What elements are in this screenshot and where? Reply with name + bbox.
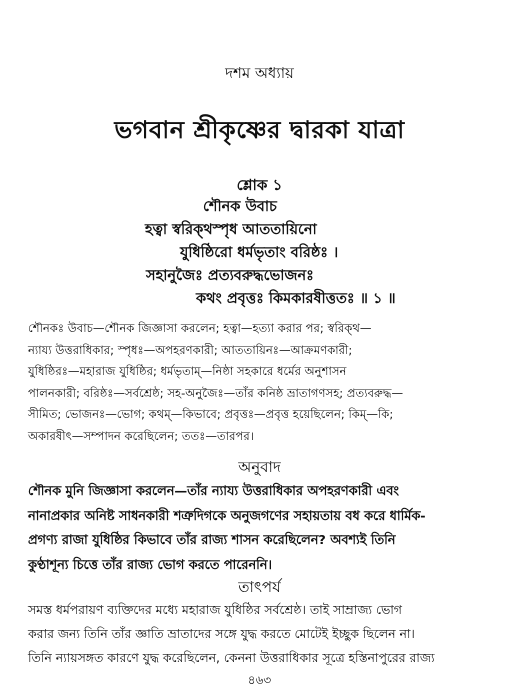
synonyms-line: পালনকারী; বরিষ্ঠঃ—সর্বশ্রেষ্ঠ; সহ-অনুজৈঃ—তাঁর কনিষ্ঠ ভ্রাতাগণসহ; প্রত্যবরুদ্ধ— [28,385,404,400]
synonyms-line: শৌনকঃ উবাচ—শৌনক জিজ্ঞাসা করলেন; হত্বা—হত্যা করার পর; স্বরিক্‌থ— [28,321,372,335]
translation-line: প্রগণ্য রাজা যুধিষ্ঠির কিভাবে তাঁর রাজ্য শাসন করেছিলেন? অবশ্যই তিনি [28,533,396,548]
synonyms-line: ন্যায্য উত্তরাধিকার; স্পৃধঃ—অপহরণকারী; আততায়িনঃ—আক্রমণকারী; [28,342,353,357]
synonyms-block [28,318,496,447]
chapter-heading: দশম অধ্যায় [225,64,294,82]
synonyms-line: যুধিষ্ঠিরঃ—মহারাজ যুধিষ্ঠির; ধর্মভৃতাম্—নিষ্ঠা সহকারে ধর্মের অনুশাসন [28,364,347,378]
purport-block [28,598,496,670]
verse-line-3: যুধিষ্ঠিরো ধর্মভৃতাং বরিষ্ঠঃ । [180,245,339,261]
verse-line-4: সহানুজৈঃ প্রত্যবরুদ্ধভোজনঃ [146,268,314,284]
translation-line: শৌনক মুনি জিজ্ঞাসা করলেন—তাঁর ন্যায্য উত্তরাধিকার অপহরণকারী এবং [28,484,399,499]
verse-line-1: শৌনক উবাচ [203,199,277,215]
chapter-title: ভগবান শ্রীকৃষ্ণের দ্বারকা যাত্রা [114,116,405,144]
page-number: ৪৬৩ [247,673,272,687]
purport-line: করার জন্য তিনি তাঁর জ্ঞাতি ভ্রাতাদের সঙ্গে যুদ্ধ করতে মোটেই ইচ্ছুক ছিলেন না। [28,626,415,641]
translation-title: অনুবাদ [238,458,281,476]
verse-line-2: হত্বা স্বরিক্‌থস্পৃধ আততায়িনো [145,222,317,238]
verse-label: শ্লোক ১ [236,176,283,194]
synonyms-line: অকারষীৎ—সম্পাদন করেছিলেন; ততঃ—তারপর। [28,428,254,443]
purport-line: সমস্ত ধর্মপরায়ণ ব্যক্তিদের মধ্যে মহারাজ যুধিষ্ঠির সর্বশ্রেষ্ঠ। তাই সাম্রাজ্য ভোগ [28,602,402,617]
synonyms-line: সীমিত; ভোজনঃ—ভোগ; কথম্—কিভাবে; প্রবৃত্তঃ—প্রবৃত্ত হয়েছিলেন; কিম্—কি; [28,407,394,421]
translation-line: কুণ্ঠাশূন্য চিত্তে তাঁর রাজ্য ভোগ করতে পারেননি। [28,557,272,573]
purport-line: তিনি ন্যায়সঙ্গত কারণে যুদ্ধ করেছিলেন, কেননা উত্তরাধিকার সূত্রে হস্তিনাপুরের রাজ্য [28,650,435,665]
purport-title: তাৎপর্য [238,578,281,596]
translation-line: নানাপ্রকার অনিষ্ট সাধনকারী শত্রুদিগকে অনুজগণের সহায়তায় বধ করে ধার্মিক- [28,508,426,524]
verse-line-5: কথং প্রবৃত্তঃ কিমকারষীত্ততঃ ॥ ১ ॥ [196,291,396,307]
translation-block [28,480,496,578]
